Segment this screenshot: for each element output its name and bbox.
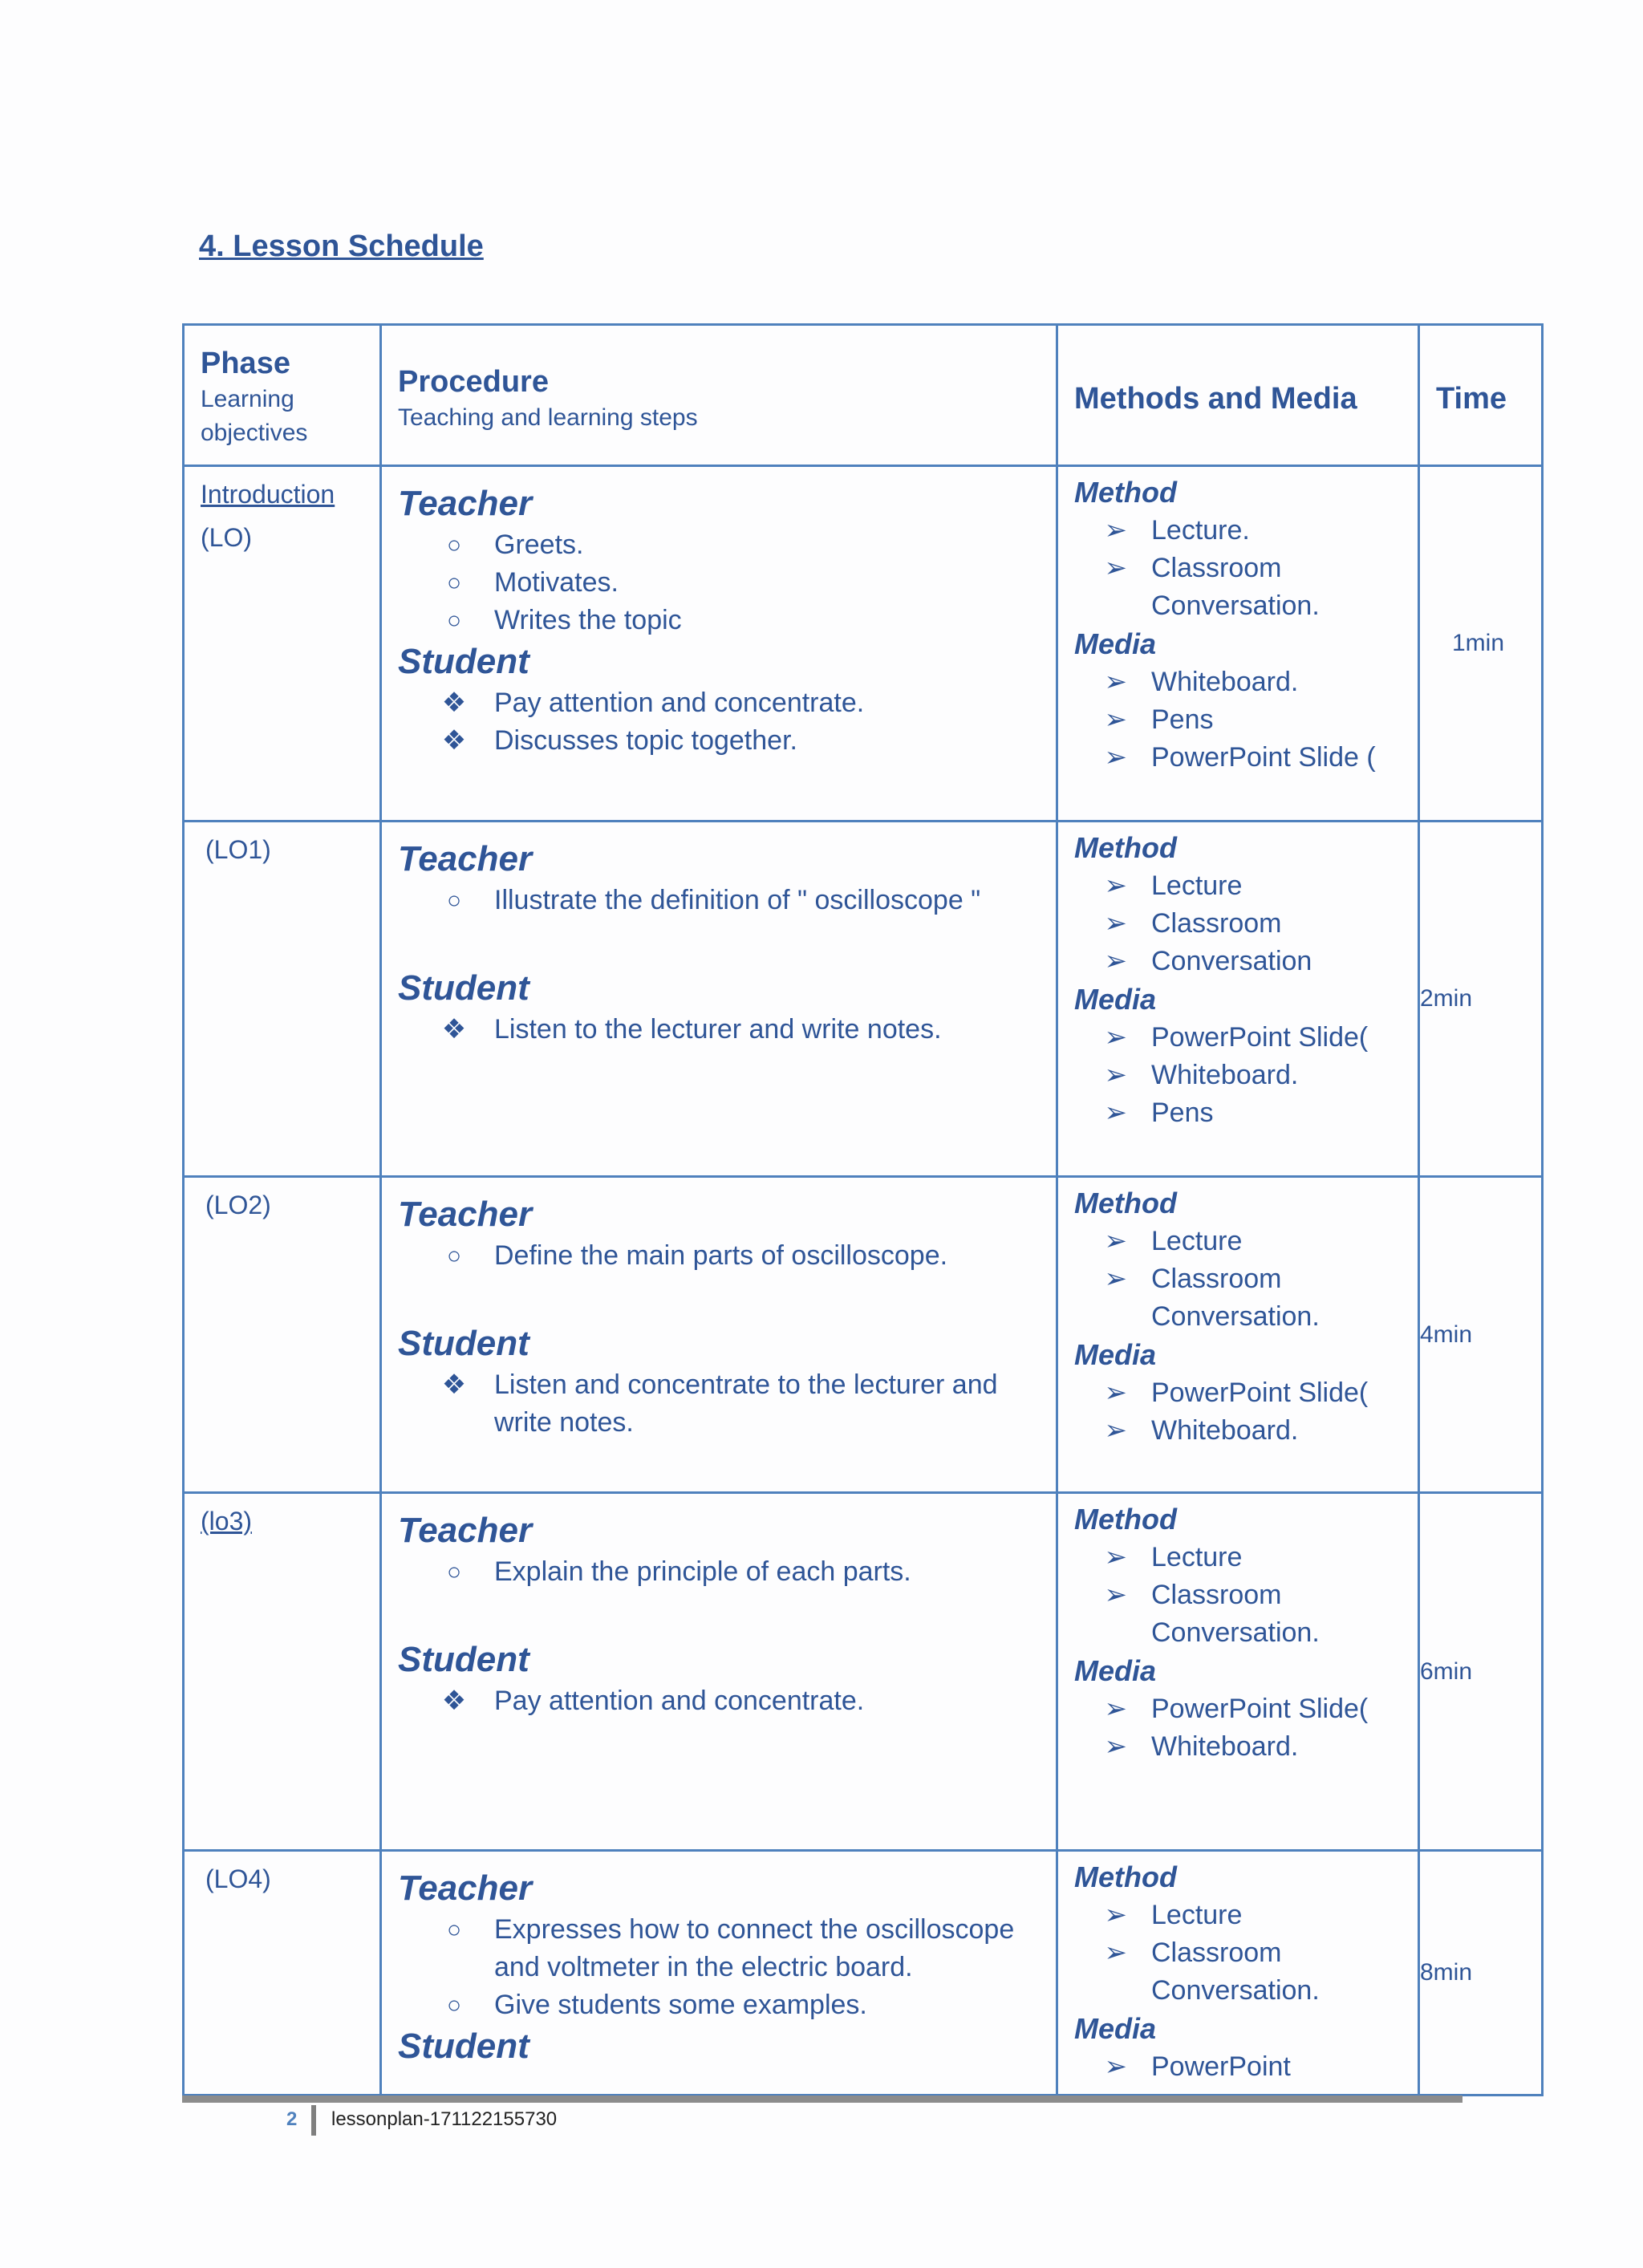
diamond-bullet-icon: ❖ — [441, 725, 467, 756]
methods-cell — [1057, 466, 1419, 822]
student-heading: Student — [398, 1324, 529, 1363]
time-value: 8min — [1420, 1959, 1473, 1986]
method-list — [1074, 1539, 1402, 1652]
methods-cell — [1057, 1177, 1419, 1493]
table-row — [184, 1851, 1543, 2096]
list-item: ○ Motivates. — [398, 564, 1040, 602]
table-row — [184, 1493, 1543, 1851]
method-list — [1074, 1897, 1402, 2010]
media-list — [1074, 2048, 1402, 2086]
list-item: ➢ Lecture — [1074, 1539, 1402, 1576]
list-item: ➢ Whiteboard. — [1074, 1412, 1402, 1450]
list-item: ❖ Listen to the lecturer and write notes. — [398, 1011, 1040, 1049]
phase-code: (LO1) — [205, 835, 271, 864]
procedure-cell — [381, 822, 1057, 1177]
circle-bullet-icon: ○ — [446, 1917, 462, 1943]
time-cell — [1419, 1177, 1543, 1493]
time-cell — [1419, 1851, 1543, 2096]
circle-bullet-icon: ○ — [446, 570, 462, 596]
media-heading: Media — [1074, 1338, 1157, 1371]
list-item: ➢ Classroom Conversation. — [1074, 1260, 1402, 1336]
procedure-cell — [381, 1177, 1057, 1493]
list-item: ➢ PowerPoint Slide( — [1074, 1019, 1402, 1057]
time-value: 2min — [1420, 985, 1473, 1012]
list-item: ➢ PowerPoint Slide( — [1074, 1374, 1402, 1412]
diamond-bullet-icon: ❖ — [441, 1014, 467, 1045]
list-item: ➢ Lecture — [1074, 1897, 1402, 1934]
arrow-bullet-icon: ➢ — [1104, 553, 1127, 583]
page-heading: 4. Lesson Schedule — [199, 229, 484, 263]
list-item: ○ Greets. — [398, 526, 1040, 564]
list-item: ➢ Classroom Conversation. — [1074, 550, 1402, 625]
phase-cell — [184, 1177, 381, 1493]
procedure-cell — [381, 1851, 1057, 2096]
list-item: ➢ PowerPoint — [1074, 2048, 1402, 2086]
time-value: 1min — [1452, 630, 1505, 656]
teacher-list — [398, 882, 1040, 919]
diamond-bullet-icon: ❖ — [441, 1686, 467, 1716]
header-phase-title: Phase — [201, 346, 290, 380]
student-list — [398, 1366, 1040, 1442]
list-item: ➢ Classroom Conversation. — [1074, 1576, 1402, 1652]
footer-rule — [182, 2096, 1462, 2103]
list-item: ❖ Pay attention and concentrate. — [398, 1682, 1040, 1720]
list-item: ○ Explain the principle of each parts. — [398, 1553, 1040, 1591]
method-heading: Method — [1074, 831, 1177, 864]
method-heading: Method — [1074, 476, 1177, 509]
student-heading: Student — [398, 642, 529, 681]
teacher-heading: Teacher — [398, 1868, 533, 1908]
method-list — [1074, 1223, 1402, 1336]
media-heading: Media — [1074, 2012, 1157, 2045]
header-time-title: Time — [1436, 381, 1507, 416]
list-item: ❖ Listen and concentrate to the lecturer and write notes. — [398, 1366, 1040, 1442]
phase-cell — [184, 1851, 381, 2096]
teacher-list — [398, 526, 1040, 639]
arrow-bullet-icon: ➢ — [1104, 1937, 1127, 1968]
teacher-heading: Teacher — [398, 839, 533, 878]
methods-cell — [1057, 1851, 1419, 2096]
arrow-bullet-icon: ➢ — [1104, 1694, 1127, 1724]
teacher-heading: Teacher — [398, 1195, 533, 1234]
header-phase-cell — [184, 325, 381, 466]
arrow-bullet-icon: ➢ — [1104, 1415, 1127, 1446]
list-item: ➢ Whiteboard. — [1074, 1728, 1402, 1766]
arrow-bullet-icon: ➢ — [1104, 1226, 1127, 1256]
header-procedure-cell — [381, 325, 1057, 466]
diamond-bullet-icon: ❖ — [441, 688, 467, 718]
phase-code: (LO) — [201, 523, 252, 552]
media-heading: Media — [1074, 1654, 1157, 1687]
list-item: ❖ Discusses topic together. — [398, 722, 1040, 760]
list-item: ➢ Pens — [1074, 1094, 1402, 1132]
table-row — [184, 466, 1543, 822]
list-item: ➢ Lecture — [1074, 1223, 1402, 1260]
list-item: ➢ Lecture. — [1074, 512, 1402, 550]
circle-bullet-icon: ○ — [446, 532, 462, 558]
media-list — [1074, 663, 1402, 777]
circle-bullet-icon: ○ — [446, 1243, 462, 1269]
arrow-bullet-icon: ➢ — [1104, 1060, 1127, 1090]
list-item: ➢ Pens — [1074, 701, 1402, 739]
list-item: ➢ PowerPoint Slide( — [1074, 1690, 1402, 1728]
table-row — [184, 822, 1543, 1177]
diamond-bullet-icon: ❖ — [441, 1369, 467, 1400]
arrow-bullet-icon: ➢ — [1104, 1097, 1127, 1128]
student-list — [398, 1682, 1040, 1720]
page-number: 2 — [286, 2108, 298, 2130]
list-item: ➢ Classroom Conversation. — [1074, 1934, 1402, 2010]
list-item: ○ Writes the topic — [398, 602, 1040, 639]
list-item: ➢ Lecture — [1074, 867, 1402, 905]
method-heading: Method — [1074, 1860, 1177, 1893]
lesson-schedule-table — [182, 323, 1544, 2096]
student-list — [398, 684, 1040, 760]
arrow-bullet-icon: ➢ — [1104, 1264, 1127, 1294]
phase-code: (LO2) — [205, 1191, 271, 1219]
phase-cell — [184, 1493, 381, 1851]
method-list — [1074, 512, 1402, 625]
media-heading: Media — [1074, 627, 1157, 660]
header-procedure-subtitle: Teaching and learning steps — [398, 404, 698, 431]
method-list — [1074, 867, 1402, 980]
time-cell — [1419, 466, 1543, 822]
media-list — [1074, 1690, 1402, 1766]
list-item: ○ Illustrate the definition of " oscilloscope " — [398, 882, 1040, 919]
time-value: 6min — [1420, 1657, 1473, 1685]
time-cell — [1419, 822, 1543, 1177]
arrow-bullet-icon: ➢ — [1104, 1731, 1127, 1762]
header-methods-title: Methods and Media — [1074, 381, 1357, 416]
header-methods-cell — [1057, 325, 1419, 466]
arrow-bullet-icon: ➢ — [1104, 742, 1127, 773]
student-heading: Student — [398, 968, 529, 1008]
list-item: ○ Define the main parts of oscilloscope. — [398, 1237, 1040, 1275]
table-row — [184, 1177, 1543, 1493]
phase-cell — [184, 822, 381, 1177]
footer-divider — [311, 2105, 316, 2136]
student-heading: Student — [398, 1640, 529, 1679]
teacher-list — [398, 1911, 1040, 2024]
arrow-bullet-icon: ➢ — [1104, 667, 1127, 697]
teacher-heading: Teacher — [398, 484, 533, 523]
media-list — [1074, 1019, 1402, 1132]
table-header-row — [184, 325, 1543, 466]
time-value: 4min — [1420, 1321, 1473, 1348]
circle-bullet-icon: ○ — [446, 887, 462, 914]
header-phase-subtitle: Learning objectives — [201, 385, 308, 446]
method-heading: Method — [1074, 1503, 1177, 1536]
arrow-bullet-icon: ➢ — [1104, 1022, 1127, 1053]
arrow-bullet-icon: ➢ — [1104, 870, 1127, 901]
header-procedure-title: Procedure — [398, 364, 549, 399]
header-time-cell — [1419, 325, 1543, 466]
media-heading: Media — [1074, 983, 1157, 1016]
arrow-bullet-icon: ➢ — [1104, 1900, 1127, 1930]
methods-cell — [1057, 1493, 1419, 1851]
teacher-heading: Teacher — [398, 1511, 533, 1550]
methods-cell — [1057, 822, 1419, 1177]
arrow-bullet-icon: ➢ — [1104, 704, 1127, 735]
footer-document-name: lessonplan-171122155730 — [331, 2108, 558, 2130]
list-item: ➢ Conversation — [1074, 943, 1402, 980]
teacher-list — [398, 1237, 1040, 1275]
procedure-cell — [381, 466, 1057, 822]
phase-code: (LO4) — [205, 1864, 271, 1893]
circle-bullet-icon: ○ — [446, 1992, 462, 2018]
time-cell — [1419, 1493, 1543, 1851]
list-item: ➢ Classroom — [1074, 905, 1402, 943]
list-item: ○ Expresses how to connect the oscilloscope and voltmeter in the electric board. — [398, 1911, 1040, 1986]
student-list — [398, 1011, 1040, 1049]
list-item: ➢ Whiteboard. — [1074, 663, 1402, 701]
arrow-bullet-icon: ➢ — [1104, 908, 1127, 939]
method-heading: Method — [1074, 1187, 1177, 1219]
list-item: ❖ Pay attention and concentrate. — [398, 684, 1040, 722]
list-item: ➢ PowerPoint Slide ( — [1074, 739, 1402, 777]
circle-bullet-icon: ○ — [446, 1559, 462, 1585]
circle-bullet-icon: ○ — [446, 607, 462, 634]
arrow-bullet-icon: ➢ — [1104, 2051, 1127, 2082]
arrow-bullet-icon: ➢ — [1104, 1580, 1127, 1610]
phase-link[interactable]: (lo3) — [201, 1507, 253, 1536]
arrow-bullet-icon: ➢ — [1104, 946, 1127, 976]
phase-link[interactable]: Introduction — [201, 480, 335, 509]
student-heading: Student — [398, 2027, 529, 2066]
arrow-bullet-icon: ➢ — [1104, 515, 1127, 546]
procedure-cell — [381, 1493, 1057, 1851]
list-item: ➢ Whiteboard. — [1074, 1057, 1402, 1094]
list-item: ○ Give students some examples. — [398, 1986, 1040, 2024]
media-list — [1074, 1374, 1402, 1450]
arrow-bullet-icon: ➢ — [1104, 1377, 1127, 1408]
phase-cell — [184, 466, 381, 822]
arrow-bullet-icon: ➢ — [1104, 1542, 1127, 1572]
teacher-list — [398, 1553, 1040, 1591]
